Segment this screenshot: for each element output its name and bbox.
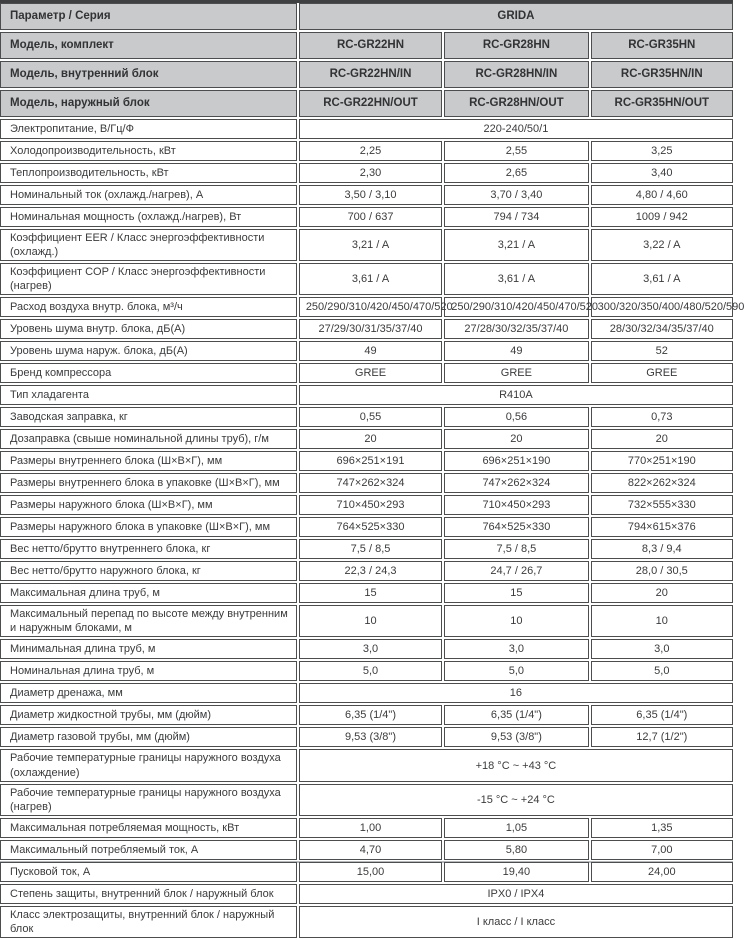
param-label-cell: Минимальная длина труб, м xyxy=(0,639,297,659)
param-label-cell: Диаметр газовой трубы, мм (дюйм) xyxy=(0,727,297,747)
spec-value-cell: 3,61 / A xyxy=(444,263,588,295)
spec-value-cell: 12,7 (1/2") xyxy=(591,727,733,747)
spec-value-cell: 764×525×330 xyxy=(444,517,588,537)
table-row xyxy=(0,297,733,317)
spec-value-cell: 1009 / 942 xyxy=(591,207,733,227)
table-row xyxy=(0,605,733,637)
table-row xyxy=(0,163,733,183)
spec-value-cell: 1,35 xyxy=(591,818,733,838)
param-label-cell: Пусковой ток, А xyxy=(0,862,297,882)
table-row xyxy=(0,818,733,838)
param-label-cell: Электропитание, В/Гц/Ф xyxy=(0,119,297,139)
table-row xyxy=(0,727,733,747)
table-row xyxy=(0,683,733,703)
header-param-cell: Модель, внутренний блок xyxy=(0,61,297,88)
spec-value-cell: 10 xyxy=(591,605,733,637)
spec-value-cell: 52 xyxy=(591,341,733,361)
merged-value-cell: -15 °C ~ +24 °C xyxy=(299,784,733,816)
model-value-cell: RC-GR28HN xyxy=(444,32,588,59)
table-row xyxy=(0,229,733,261)
spec-value-cell: 20 xyxy=(591,583,733,603)
param-label-cell: Максимальный перепад по высоте между внутренним и наружным блоками, м xyxy=(0,605,297,637)
param-label-cell: Размеры внутреннего блока (Ш×В×Г), мм xyxy=(0,451,297,471)
spec-value-cell: 4,80 / 4,60 xyxy=(591,185,733,205)
model-value-cell: RC-GR35HN/IN xyxy=(591,61,733,88)
spec-value-cell: 9,53 (3/8") xyxy=(444,727,588,747)
header-row xyxy=(0,90,733,117)
param-label-cell: Размеры наружного блока (Ш×В×Г), мм xyxy=(0,495,297,515)
spec-value-cell: 710×450×293 xyxy=(299,495,442,515)
param-label-cell: Уровень шума внутр. блока, дБ(А) xyxy=(0,319,297,339)
spec-value-cell: 5,0 xyxy=(299,661,442,681)
param-label-cell: Максимальный потребляемый ток, А xyxy=(0,840,297,860)
table-row xyxy=(0,661,733,681)
table-row xyxy=(0,429,733,449)
param-label-cell: Степень защиты, внутренний блок / наружный блок xyxy=(0,884,297,904)
table-row xyxy=(0,119,733,139)
spec-value-cell: 732×555×330 xyxy=(591,495,733,515)
spec-value-cell: 7,00 xyxy=(591,840,733,860)
spec-value-cell: 27/29/30/31/35/37/40 xyxy=(299,319,442,339)
header-row xyxy=(0,3,733,30)
spec-value-cell: 700 / 637 xyxy=(299,207,442,227)
spec-value-cell: 15,00 xyxy=(299,862,442,882)
spec-value-cell: 2,65 xyxy=(444,163,588,183)
spec-value-cell: 0,56 xyxy=(444,407,588,427)
table-row xyxy=(0,363,733,383)
spec-value-cell: 1,00 xyxy=(299,818,442,838)
spec-value-cell: 49 xyxy=(444,341,588,361)
table-row xyxy=(0,884,733,904)
table-row xyxy=(0,906,733,938)
spec-value-cell: 3,0 xyxy=(444,639,588,659)
param-label-cell: Диаметр жидкостной трубы, мм (дюйм) xyxy=(0,705,297,725)
spec-value-cell: 0,55 xyxy=(299,407,442,427)
spec-value-cell: 300/320/350/400/480/520/590 xyxy=(591,297,733,317)
spec-value-cell: 15 xyxy=(299,583,442,603)
merged-value-cell: 220-240/50/1 xyxy=(299,119,733,139)
spec-value-cell: 764×525×330 xyxy=(299,517,442,537)
spec-value-cell: 5,0 xyxy=(591,661,733,681)
spec-value-cell: 0,73 xyxy=(591,407,733,427)
spec-value-cell: 3,70 / 3,40 xyxy=(444,185,588,205)
table-row xyxy=(0,583,733,603)
param-label-cell: Коэффициент COP / Класс энергоэффективности (нагрев) xyxy=(0,263,297,295)
table-row xyxy=(0,385,733,405)
param-label-cell: Заводская заправка, кг xyxy=(0,407,297,427)
spec-value-cell: 3,0 xyxy=(299,639,442,659)
spec-value-cell: 3,61 / A xyxy=(299,263,442,295)
merged-value-cell: 16 xyxy=(299,683,733,703)
spec-value-cell: 2,25 xyxy=(299,141,442,161)
spec-value-cell: 20 xyxy=(444,429,588,449)
table-row xyxy=(0,840,733,860)
spec-value-cell: 250/290/310/420/450/470/520 xyxy=(444,297,588,317)
spec-value-cell: 15 xyxy=(444,583,588,603)
param-label-cell: Максимальная длина труб, м xyxy=(0,583,297,603)
param-label-cell: Рабочие температурные границы наружного воздуха (нагрев) xyxy=(0,784,297,816)
param-label-cell: Расход воздуха внутр. блока, м³/ч xyxy=(0,297,297,317)
header-param-cell: Модель, комплект xyxy=(0,32,297,59)
spec-value-cell: 3,22 / A xyxy=(591,229,733,261)
model-value-cell: RC-GR28HN/OUT xyxy=(444,90,588,117)
spec-value-cell: 7,5 / 8,5 xyxy=(299,539,442,559)
param-label-cell: Размеры наружного блока в упаковке (Ш×В×Г), мм xyxy=(0,517,297,537)
param-label-cell: Номинальная мощность (охлажд./нагрев), Вт xyxy=(0,207,297,227)
table-row xyxy=(0,639,733,659)
param-label-cell: Холодопроизводительность, кВт xyxy=(0,141,297,161)
table-row xyxy=(0,207,733,227)
param-label-cell: Тип хладагента xyxy=(0,385,297,405)
table-row xyxy=(0,862,733,882)
spec-value-cell: GREE xyxy=(444,363,588,383)
spec-value-cell: 747×262×324 xyxy=(444,473,588,493)
table-row xyxy=(0,451,733,471)
spec-value-cell: 250/290/310/420/450/470/520 xyxy=(299,297,442,317)
param-label-cell: Диаметр дренажа, мм xyxy=(0,683,297,703)
header-param-cell: Параметр / Серия xyxy=(0,3,297,30)
table-row xyxy=(0,319,733,339)
spec-value-cell: 6,35 (1/4") xyxy=(444,705,588,725)
spec-value-cell: 3,50 / 3,10 xyxy=(299,185,442,205)
spec-value-cell: 710×450×293 xyxy=(444,495,588,515)
spec-value-cell: 9,53 (3/8") xyxy=(299,727,442,747)
param-label-cell: Рабочие температурные границы наружного воздуха (охлаждение) xyxy=(0,749,297,781)
spec-value-cell: 10 xyxy=(444,605,588,637)
spec-value-cell: 28,0 / 30,5 xyxy=(591,561,733,581)
spec-value-cell: 10 xyxy=(299,605,442,637)
table-row xyxy=(0,341,733,361)
header-row xyxy=(0,61,733,88)
param-label-cell: Дозаправка (свыше номинальной длины труб), г/м xyxy=(0,429,297,449)
merged-value-cell: IPX0 / IPX4 xyxy=(299,884,733,904)
table-row xyxy=(0,407,733,427)
table-row xyxy=(0,561,733,581)
spec-value-cell: 6,35 (1/4") xyxy=(591,705,733,725)
param-label-cell: Вес нетто/брутто внутреннего блока, кг xyxy=(0,539,297,559)
model-value-cell: RC-GR22HN/OUT xyxy=(299,90,442,117)
spec-value-cell: 6,35 (1/4") xyxy=(299,705,442,725)
param-label-cell: Вес нетто/брутто наружного блока, кг xyxy=(0,561,297,581)
spec-value-cell: 770×251×190 xyxy=(591,451,733,471)
spec-value-cell: 19,40 xyxy=(444,862,588,882)
spec-value-cell: 822×262×324 xyxy=(591,473,733,493)
table-row xyxy=(0,784,733,816)
spec-value-cell: 27/28/30/32/35/37/40 xyxy=(444,319,588,339)
spec-value-cell: 3,21 / A xyxy=(444,229,588,261)
spec-value-cell: 696×251×190 xyxy=(444,451,588,471)
spec-value-cell: 20 xyxy=(591,429,733,449)
spec-value-cell: 5,80 xyxy=(444,840,588,860)
table-row xyxy=(0,539,733,559)
param-label-cell: Размеры внутреннего блока в упаковке (Ш×В×Г), мм xyxy=(0,473,297,493)
spec-value-cell: 4,70 xyxy=(299,840,442,860)
model-value-cell: RC-GR22HN xyxy=(299,32,442,59)
table-row xyxy=(0,517,733,537)
model-value-cell: RC-GR35HN/OUT xyxy=(591,90,733,117)
param-label-cell: Теплопроизводительность, кВт xyxy=(0,163,297,183)
spec-value-cell: 794 / 734 xyxy=(444,207,588,227)
spec-value-cell: 24,7 / 26,7 xyxy=(444,561,588,581)
spec-value-cell: 3,40 xyxy=(591,163,733,183)
spec-value-cell: 1,05 xyxy=(444,818,588,838)
spec-value-cell: 22,3 / 24,3 xyxy=(299,561,442,581)
table-row xyxy=(0,185,733,205)
spec-value-cell: GREE xyxy=(299,363,442,383)
spec-value-cell: 2,30 xyxy=(299,163,442,183)
param-label-cell: Бренд компрессора xyxy=(0,363,297,383)
param-label-cell: Номинальная длина труб, м xyxy=(0,661,297,681)
spec-value-cell: GREE xyxy=(591,363,733,383)
model-value-cell: RC-GR35HN xyxy=(591,32,733,59)
spec-value-cell: 3,25 xyxy=(591,141,733,161)
spec-value-cell: 696×251×191 xyxy=(299,451,442,471)
spec-value-cell: 28/30/32/34/35/37/40 xyxy=(591,319,733,339)
spec-table-body xyxy=(0,3,744,938)
header-row xyxy=(0,32,733,59)
table-row xyxy=(0,495,733,515)
merged-value-cell: +18 °C ~ +43 °C xyxy=(299,749,733,781)
spec-value-cell: 2,55 xyxy=(444,141,588,161)
param-label-cell: Максимальная потребляемая мощность, кВт xyxy=(0,818,297,838)
spec-table xyxy=(0,1,744,940)
param-label-cell: Коэффициент EER / Класс энергоэффективности (охлажд.) xyxy=(0,229,297,261)
spec-value-cell: 8,3 / 9,4 xyxy=(591,539,733,559)
table-row xyxy=(0,263,733,295)
param-label-cell: Уровень шума наруж. блока, дБ(А) xyxy=(0,341,297,361)
spec-value-cell: 24,00 xyxy=(591,862,733,882)
param-label-cell: Номинальный ток (охлажд./нагрев), А xyxy=(0,185,297,205)
table-row xyxy=(0,141,733,161)
param-label-cell: Класс электрозащиты, внутренний блок / наружный блок xyxy=(0,906,297,938)
model-value-cell: RC-GR28HN/IN xyxy=(444,61,588,88)
model-value-cell: RC-GR22HN/IN xyxy=(299,61,442,88)
spec-value-cell: 5,0 xyxy=(444,661,588,681)
spec-value-cell: 49 xyxy=(299,341,442,361)
spec-value-cell: 794×615×376 xyxy=(591,517,733,537)
spec-value-cell: 3,61 / A xyxy=(591,263,733,295)
table-row xyxy=(0,749,733,781)
spec-value-cell: 3,0 xyxy=(591,639,733,659)
table-row xyxy=(0,705,733,725)
series-name-cell: GRIDA xyxy=(299,3,733,30)
spec-value-cell: 747×262×324 xyxy=(299,473,442,493)
table-row xyxy=(0,473,733,493)
header-param-cell: Модель, наружный блок xyxy=(0,90,297,117)
spec-value-cell: 3,21 / A xyxy=(299,229,442,261)
spec-value-cell: 7,5 / 8,5 xyxy=(444,539,588,559)
merged-value-cell: R410A xyxy=(299,385,733,405)
merged-value-cell: I класс / I класс xyxy=(299,906,733,938)
spec-value-cell: 20 xyxy=(299,429,442,449)
